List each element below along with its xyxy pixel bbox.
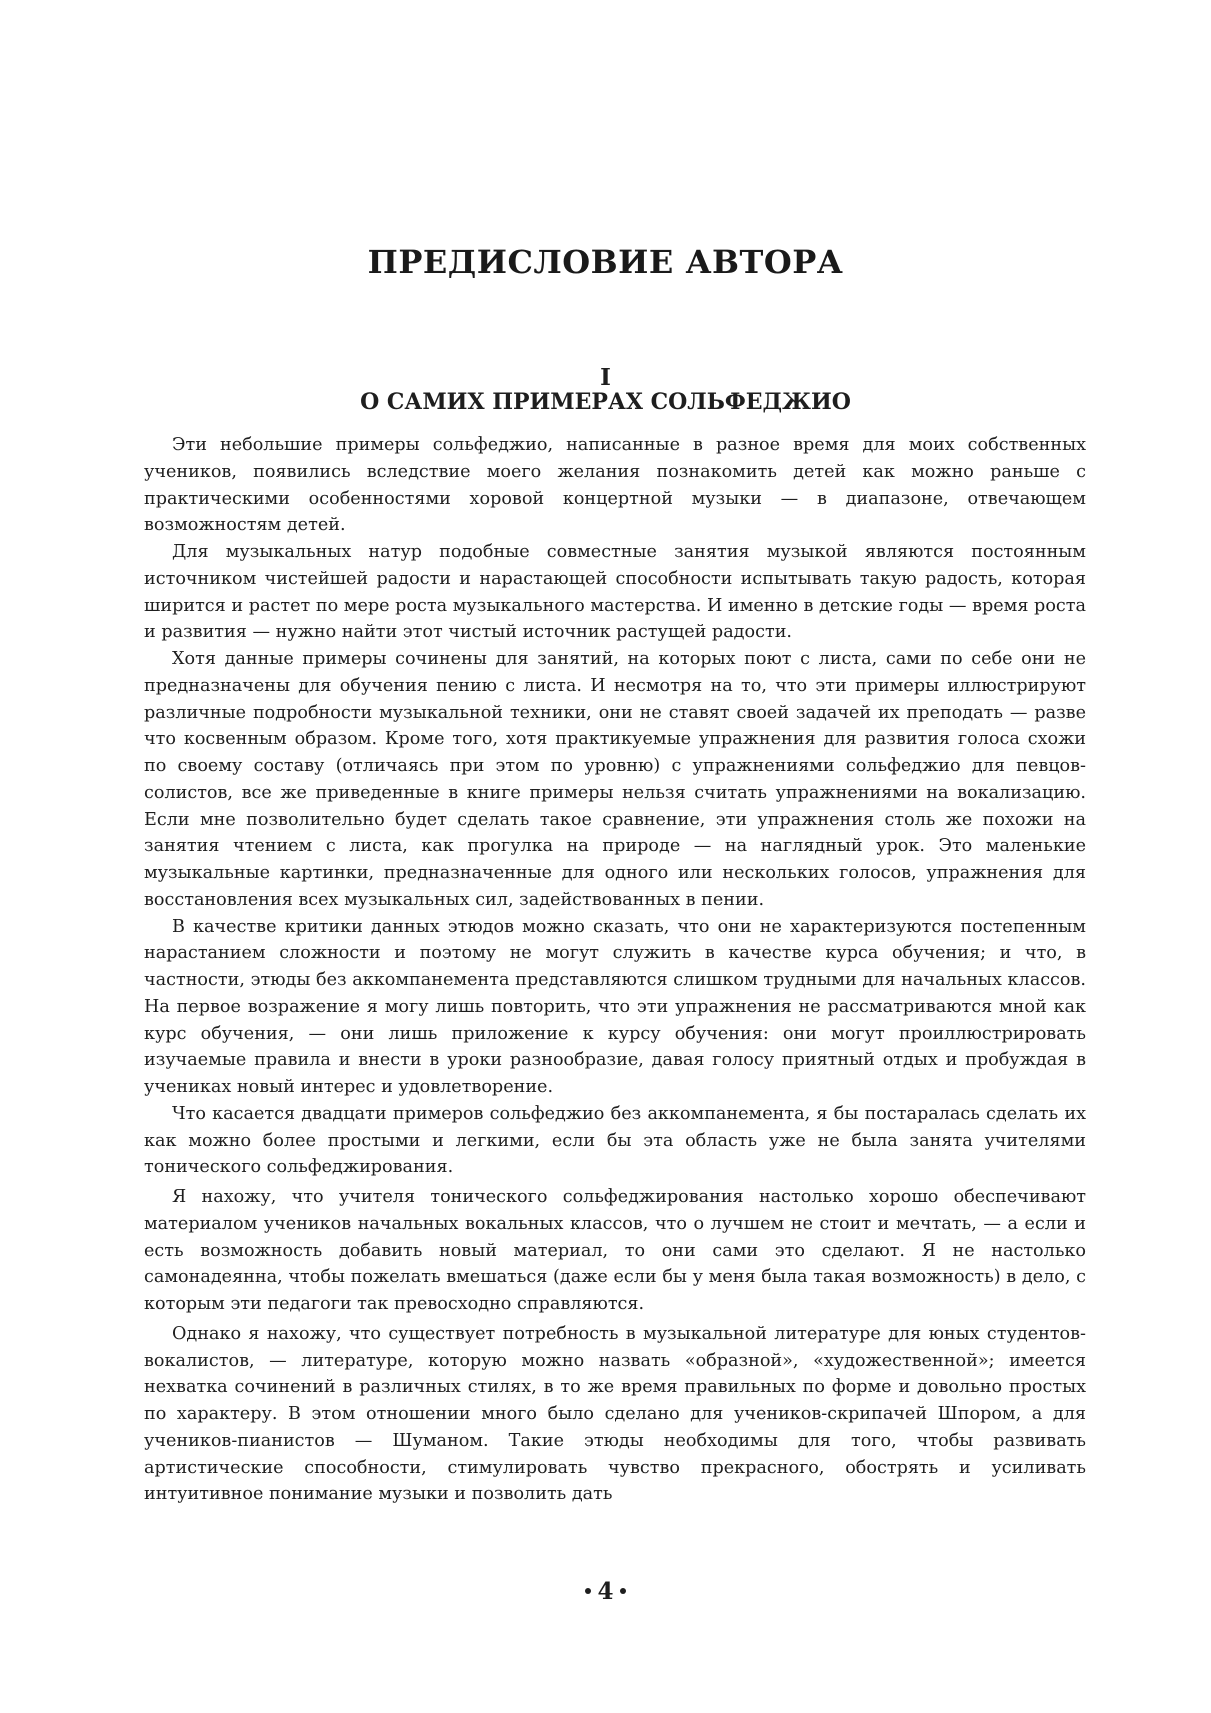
paragraph-7: Однако я нахожу, что существует потребность в музыкальной литературе для юных студентов-вокалистов, — литературе, которую можно назвать «образной», «художественной»; имеется нехватка сочинений в различных стилях, в то же время правильных по форме и довольно простых по характеру. В этом отношении много было сделано для учеников-скрипачей Шпором, а для учеников-пианистов — Шуманом. Такие этюды необходимы для того, чтобы развивать артистические способности, стимулировать чувство прекрасного, обострять и усиливать интуитивное понимание музыки и позволить дать [144, 1323, 1086, 1505]
paragraph-2: Для музыкальных натур подобные совместные занятия музыкой являются постоянным источником чистейшей радости и нарастающей способности испытывать такую радость, которая ширится и растет по мере роста музыкального мастерства. И именно в детские годы — время роста и развития — нужно найти этот чистый источник растущей радости. [144, 542, 1086, 643]
paragraph-6: Я нахожу, что учителя тонического сольфеджирования настолько хорошо обеспечивают материалом учеников начальных вокальных классов, что о лучшем не стоит и мечтать, — а если и есть возможность добавить новый материал, то они сами это сделают. Я не настолько самонадеянна, чтобы пожелать вмешаться (даже если бы у меня была такая возможность) в дело, с которым эти педагоги так превосходно справляются. [144, 1187, 1086, 1314]
page-title: ПРЕДИСЛОВИЕ АВТОРА [367, 243, 844, 281]
section-number: I [600, 364, 611, 391]
paragraph-1: Эти небольшие примеры сольфеджио, написанные в разное время для моих собственных учеников, появились вследствие моего желания познакомить детей как можно раньше с практическими особенностями хоровой концертной музыки — в диапазоне, отвечающем возможностям детей. [144, 435, 1086, 536]
body-text [144, 432, 1086, 1508]
page-number-value: 4 [597, 1578, 614, 1605]
paragraph-4: В качестве критики данных этюдов можно сказать, что они не характеризуются постепенным нарастанием сложности и поэтому не могут служить в качестве курса обучения; и что, в частности, этюды без аккомпанемента представляются слишком трудными для начальных классов. На первое возражение я могу лишь повторить, что эти упражнения не рассматриваются мной как курс обучения, — они лишь приложение к курсу обучения: они могут проиллюстрировать изучаемые правила и внести в уроки разнообразие, давая голосу приятный отдых и пробуждая в учениках новый интерес и удовлетворение. [144, 916, 1086, 1097]
section-title: О САМИХ ПРИМЕРАХ СОЛЬФЕДЖИО [360, 389, 851, 415]
bullet-right-icon [620, 1588, 626, 1594]
paragraph-3: Хотя данные примеры сочинены для занятий, на которых поют с листа, сами по себе они не предназначены для обучения пению с листа. И несмотря на то, что эти примеры иллюстрируют различные подробности музыкальной техники, они не ставят своей задачей их преподать — разве что косвенным образом. Кроме того, хотя практикуемые упражнения для развития голоса схожи по своему составу (отличаясь при этом по уровню) с упражнениями сольфеджио для певцов-солистов, все же приведенные в книге примеры нельзя считать упражнениями на вокализацию. Если мне позволительно будет сделать такое сравнение, эти упражнения столь же похожи на занятия чтением с листа, как прогулка на природе — на наглядный урок. Это маленькие музыкальные картинки, предназначенные для одного или нескольких голосов, упражнения для восстановления всех музыкальных сил, задействованных в пении. [144, 649, 1086, 910]
paragraph-5: Что касается двадцати примеров сольфеджио без аккомпанемента, я бы постаралась сделать их как можно более простыми и легкими, если бы эта область уже не была занята учителями тонического сольфеджирования. [144, 1103, 1086, 1178]
page-number [0, 1578, 1211, 1605]
bullet-left-icon [585, 1588, 591, 1594]
